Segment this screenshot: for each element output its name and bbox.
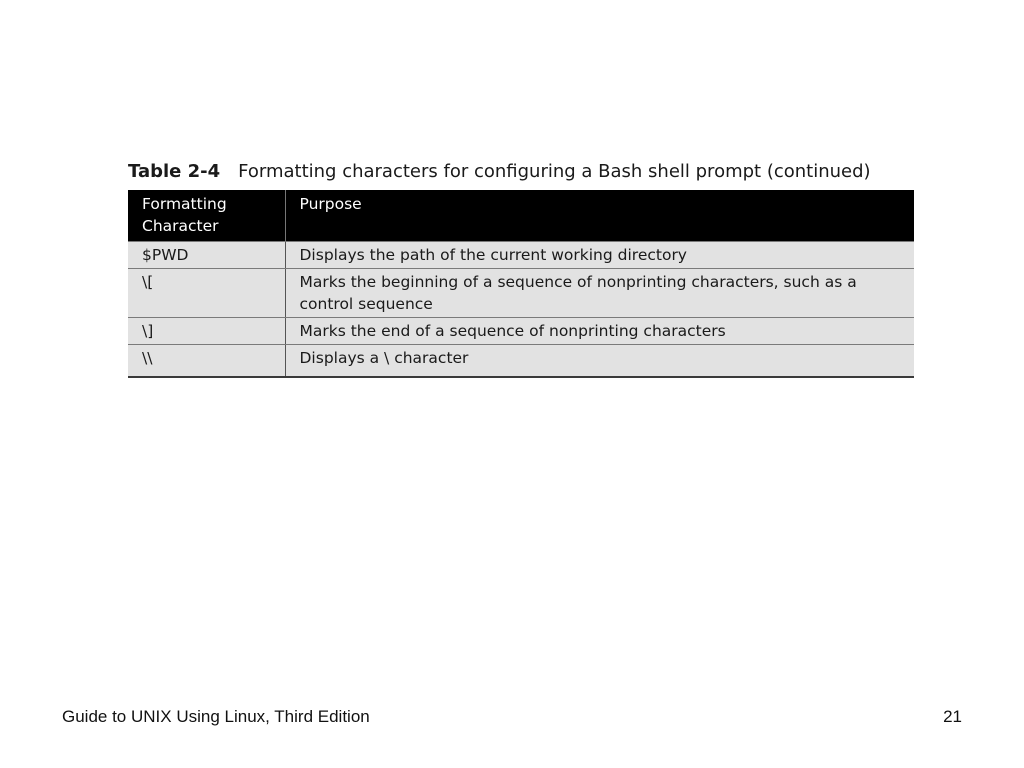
row-char: \\ [128, 345, 285, 378]
table-row [128, 318, 914, 345]
table-block [128, 158, 914, 378]
row-purpose: Displays a \ character [285, 345, 914, 378]
table-row [128, 269, 914, 318]
row-char: \[ [128, 269, 285, 318]
table-row [128, 242, 914, 269]
row-purpose: Marks the end of a sequence of nonprinting characters [285, 318, 914, 345]
header-formatting-character [128, 190, 285, 242]
row-purpose: Displays the path of the current working directory [285, 242, 914, 269]
row-char: \] [128, 318, 285, 345]
formatting-characters-table [128, 190, 914, 378]
header-purpose: Purpose [285, 190, 914, 242]
table-caption [128, 158, 914, 190]
footer-book-title: Guide to UNIX Using Linux, Third Edition [62, 707, 370, 726]
row-char: $PWD [128, 242, 285, 269]
table-row [128, 345, 914, 378]
table-caption-label: Table 2-4 [128, 161, 221, 182]
table-caption-text: Formatting characters for configuring a Bash shell prompt (continued) [238, 161, 871, 182]
header-col1-line2: Character [142, 217, 219, 235]
row-purpose: Marks the beginning of a sequence of nonprinting characters, such as a control sequence [285, 269, 914, 318]
footer-page-number: 21 [943, 707, 962, 726]
header-col1-line1: Formatting [142, 195, 227, 213]
table-header-row [128, 190, 914, 242]
